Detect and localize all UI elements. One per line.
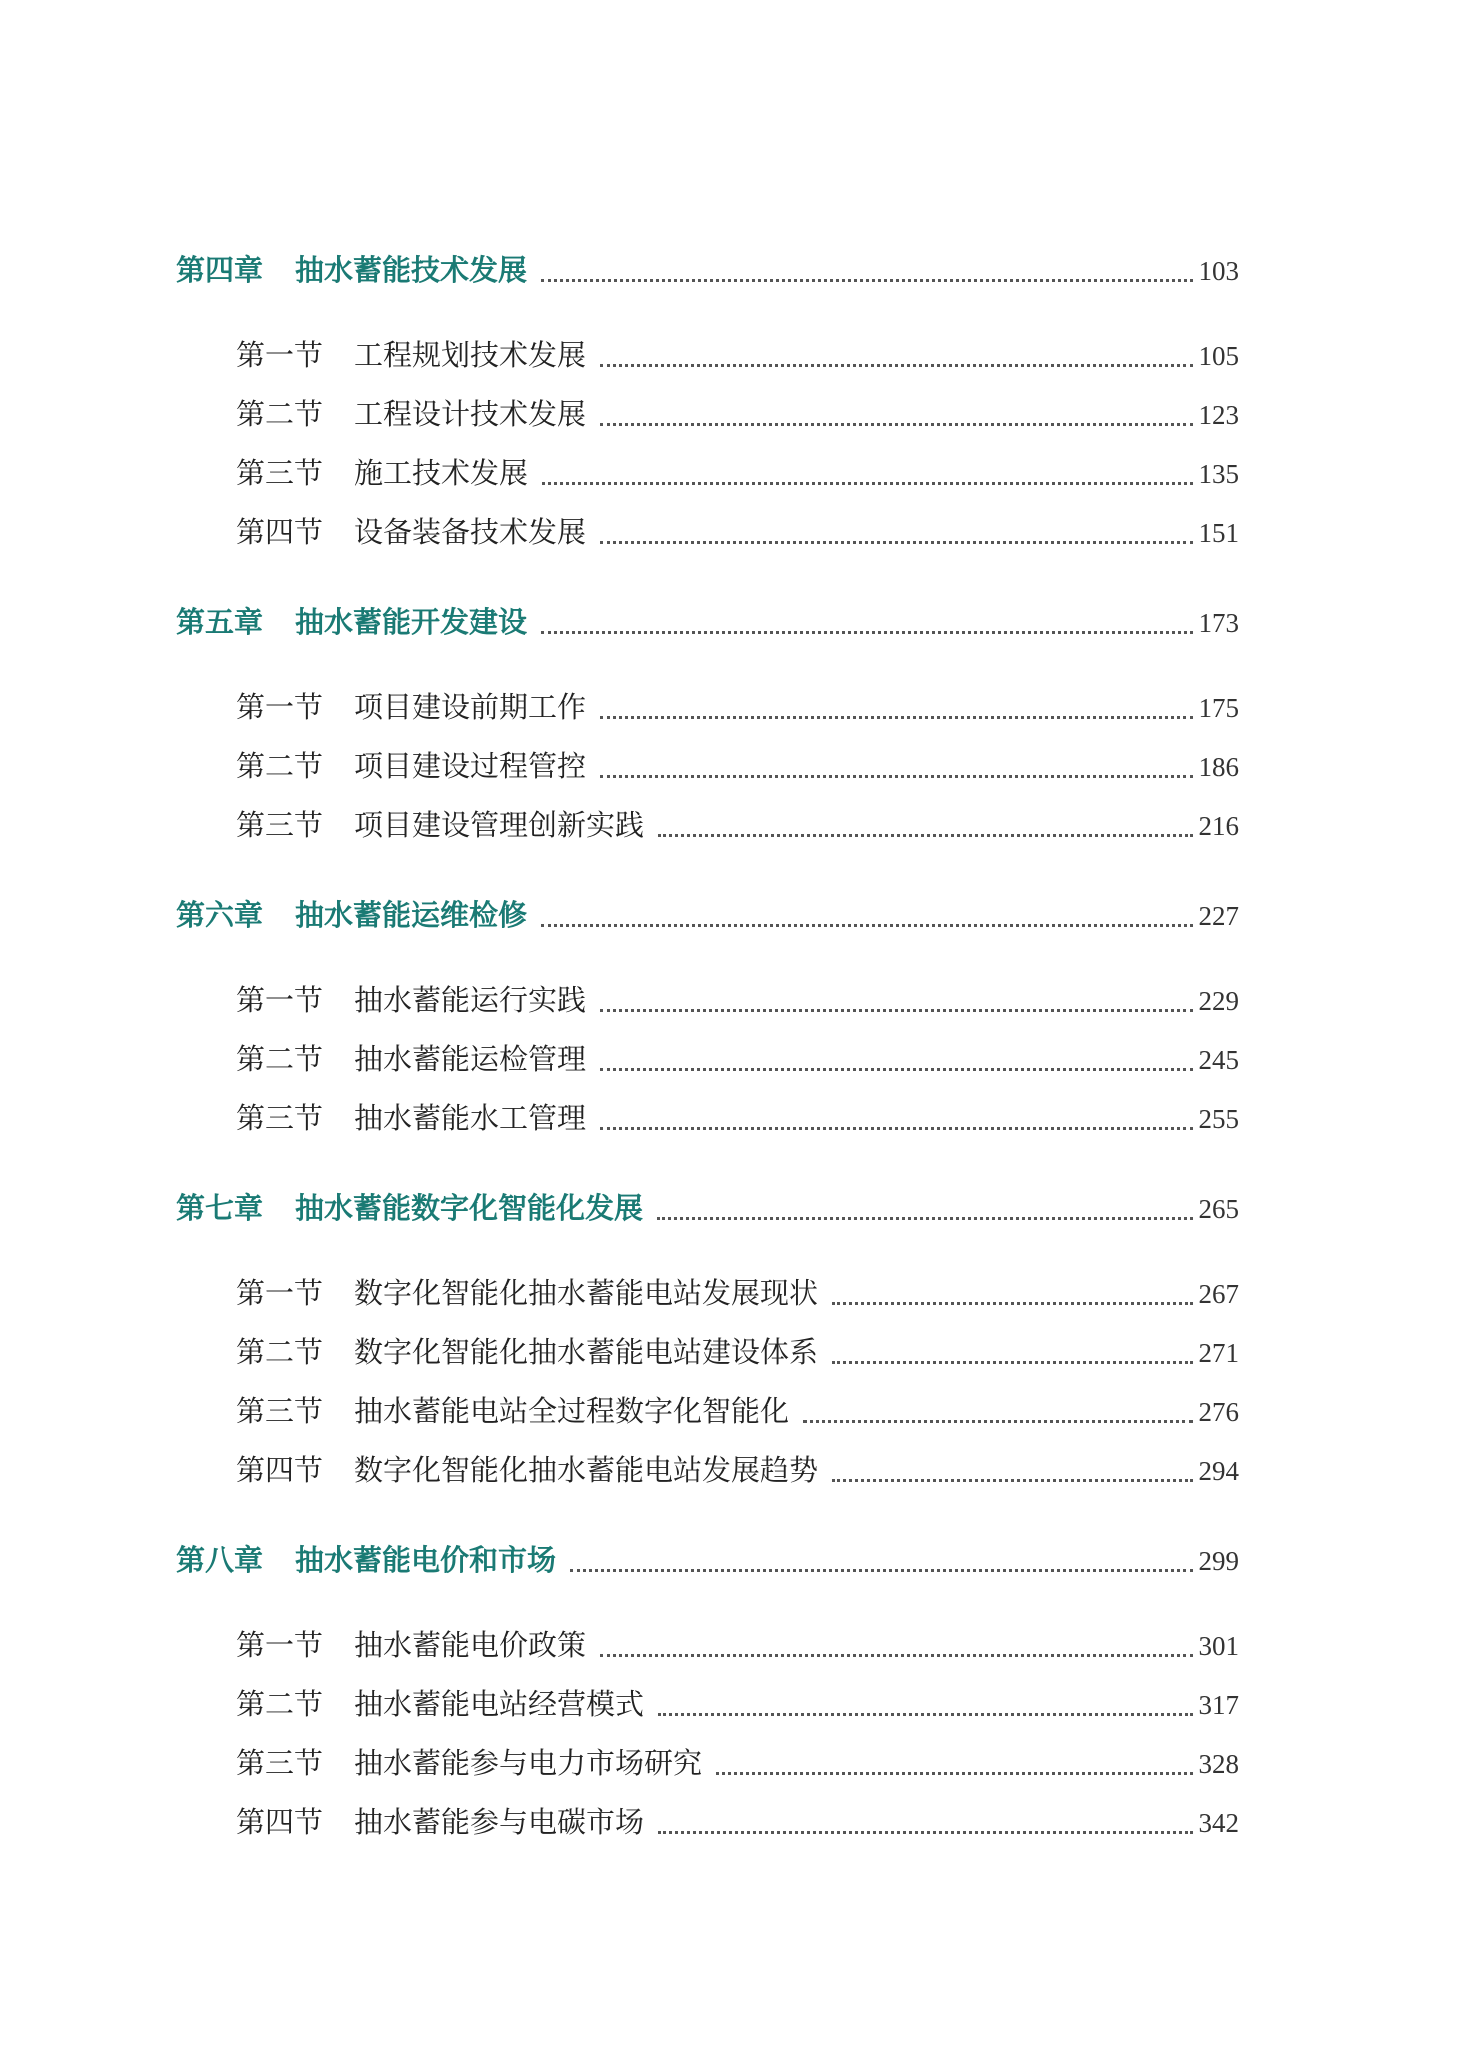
section-number: 第一节: [236, 983, 324, 1017]
toc-section-6-1[interactable]: [236, 978, 1239, 1019]
chapter-title: 抽水蓄能技术发展: [295, 253, 528, 287]
section-number: 第三节: [236, 456, 324, 490]
section-number: 第一节: [236, 338, 324, 372]
dot-leader: [658, 1831, 1192, 1834]
toc-section-8-3[interactable]: [236, 1741, 1239, 1782]
chapter-number: 第四章: [176, 253, 264, 287]
dot-leader: [832, 1302, 1192, 1305]
section-title: 抽水蓄能电站全过程数字化智能化: [354, 1394, 790, 1428]
toc-section-7-4[interactable]: [236, 1448, 1239, 1489]
section-title: 抽水蓄能运检管理: [354, 1042, 587, 1076]
section-number: 第一节: [236, 690, 324, 724]
page-number: 173: [1198, 608, 1239, 638]
page-number: 151: [1198, 518, 1239, 548]
page-number: 216: [1198, 811, 1239, 841]
section-number: 第二节: [236, 749, 324, 783]
section-title: 工程规划技术发展: [354, 338, 587, 372]
section-title: 项目建设管理创新实践: [354, 808, 645, 842]
section-title: 数字化智能化抽水蓄能电站发展趋势: [354, 1453, 819, 1487]
page-number: 328: [1198, 1749, 1239, 1779]
dot-leader: [600, 1127, 1192, 1130]
section-title: 抽水蓄能参与电碳市场: [354, 1805, 645, 1839]
toc-chapter-8[interactable]: [176, 1538, 1239, 1579]
dot-leader: [600, 716, 1192, 719]
page-number: 301: [1198, 1631, 1239, 1661]
dot-leader: [658, 1713, 1192, 1716]
toc-section-6-3[interactable]: [236, 1096, 1239, 1137]
page-number: 135: [1198, 459, 1239, 489]
dot-leader: [657, 1217, 1192, 1220]
section-number: 第三节: [236, 1101, 324, 1135]
toc-section-4-3[interactable]: [236, 451, 1239, 492]
dot-leader: [542, 482, 1192, 485]
dot-leader: [832, 1361, 1192, 1364]
dot-leader: [716, 1772, 1192, 1775]
page-number: 265: [1198, 1194, 1239, 1224]
chapter-title: 抽水蓄能数字化智能化发展: [295, 1191, 644, 1225]
toc-section-7-3[interactable]: [236, 1389, 1239, 1430]
page-number: 267: [1198, 1279, 1239, 1309]
toc-section-5-2[interactable]: [236, 744, 1239, 785]
toc-section-5-1[interactable]: [236, 685, 1239, 726]
toc-section-8-2[interactable]: [236, 1682, 1239, 1723]
page-number: 186: [1198, 752, 1239, 782]
page-number: 271: [1198, 1338, 1239, 1368]
toc-chapter-6[interactable]: [176, 893, 1239, 934]
section-title: 抽水蓄能电价政策: [354, 1628, 587, 1662]
dot-leader: [600, 364, 1192, 367]
page-number: 105: [1198, 341, 1239, 371]
section-title: 项目建设前期工作: [354, 690, 587, 724]
section-number: 第四节: [236, 515, 324, 549]
dot-leader: [541, 279, 1192, 282]
toc-section-7-2[interactable]: [236, 1330, 1239, 1371]
section-title: 施工技术发展: [354, 456, 529, 490]
page-number: 255: [1198, 1104, 1239, 1134]
chapter-number: 第七章: [176, 1191, 264, 1225]
chapter-title: 抽水蓄能运维检修: [295, 898, 528, 932]
toc-section-4-4[interactable]: [236, 510, 1239, 551]
section-title: 抽水蓄能水工管理: [354, 1101, 587, 1135]
chapter-number: 第六章: [176, 898, 264, 932]
page-number: 229: [1198, 986, 1239, 1016]
chapter-number: 第五章: [176, 605, 264, 639]
page-number: 103: [1198, 256, 1239, 286]
page-number: 342: [1198, 1808, 1239, 1838]
page-number: 227: [1198, 901, 1239, 931]
dot-leader: [832, 1479, 1192, 1482]
section-title: 数字化智能化抽水蓄能电站发展现状: [354, 1276, 819, 1310]
section-number: 第二节: [236, 1042, 324, 1076]
section-title: 抽水蓄能运行实践: [354, 983, 587, 1017]
toc-section-7-1[interactable]: [236, 1271, 1239, 1312]
section-title: 抽水蓄能电站经营模式: [354, 1687, 645, 1721]
dot-leader: [600, 1009, 1192, 1012]
section-number: 第一节: [236, 1276, 324, 1310]
section-number: 第四节: [236, 1805, 324, 1839]
dot-leader: [600, 1654, 1192, 1657]
toc-section-6-2[interactable]: [236, 1037, 1239, 1078]
dot-leader: [541, 631, 1192, 634]
toc-chapter-7[interactable]: [176, 1186, 1239, 1227]
section-number: 第三节: [236, 1394, 324, 1428]
page-number: 317: [1198, 1690, 1239, 1720]
section-number: 第一节: [236, 1628, 324, 1662]
section-title: 数字化智能化抽水蓄能电站建设体系: [354, 1335, 819, 1369]
page-number: 245: [1198, 1045, 1239, 1075]
toc-section-4-1[interactable]: [236, 333, 1239, 374]
dot-leader: [570, 1569, 1192, 1572]
section-title: 设备装备技术发展: [354, 515, 587, 549]
page-number: 299: [1198, 1546, 1239, 1576]
section-number: 第四节: [236, 1453, 324, 1487]
chapter-title: 抽水蓄能电价和市场: [295, 1543, 557, 1577]
page-number: 123: [1198, 400, 1239, 430]
section-title: 项目建设过程管控: [354, 749, 587, 783]
dot-leader: [658, 834, 1192, 837]
page-number: 175: [1198, 693, 1239, 723]
toc-section-8-4[interactable]: [236, 1800, 1239, 1841]
section-number: 第三节: [236, 1746, 324, 1780]
dot-leader: [803, 1420, 1192, 1423]
toc-section-8-1[interactable]: [236, 1623, 1239, 1664]
section-number: 第二节: [236, 1335, 324, 1369]
toc-chapter-5[interactable]: [176, 600, 1239, 641]
chapter-title: 抽水蓄能开发建设: [295, 605, 528, 639]
toc-section-4-2[interactable]: [236, 392, 1239, 433]
toc-chapter-4[interactable]: [176, 248, 1239, 289]
section-number: 第二节: [236, 397, 324, 431]
dot-leader: [600, 423, 1192, 426]
dot-leader: [541, 924, 1192, 927]
page-number: 276: [1198, 1397, 1239, 1427]
chapter-number: 第八章: [176, 1543, 264, 1577]
dot-leader: [600, 1068, 1192, 1071]
section-number: 第二节: [236, 1687, 324, 1721]
section-title: 工程设计技术发展: [354, 397, 587, 431]
section-number: 第三节: [236, 808, 324, 842]
page-number: 294: [1198, 1456, 1239, 1486]
toc-section-5-3[interactable]: [236, 803, 1239, 844]
dot-leader: [600, 775, 1192, 778]
section-title: 抽水蓄能参与电力市场研究: [354, 1746, 703, 1780]
dot-leader: [600, 541, 1192, 544]
